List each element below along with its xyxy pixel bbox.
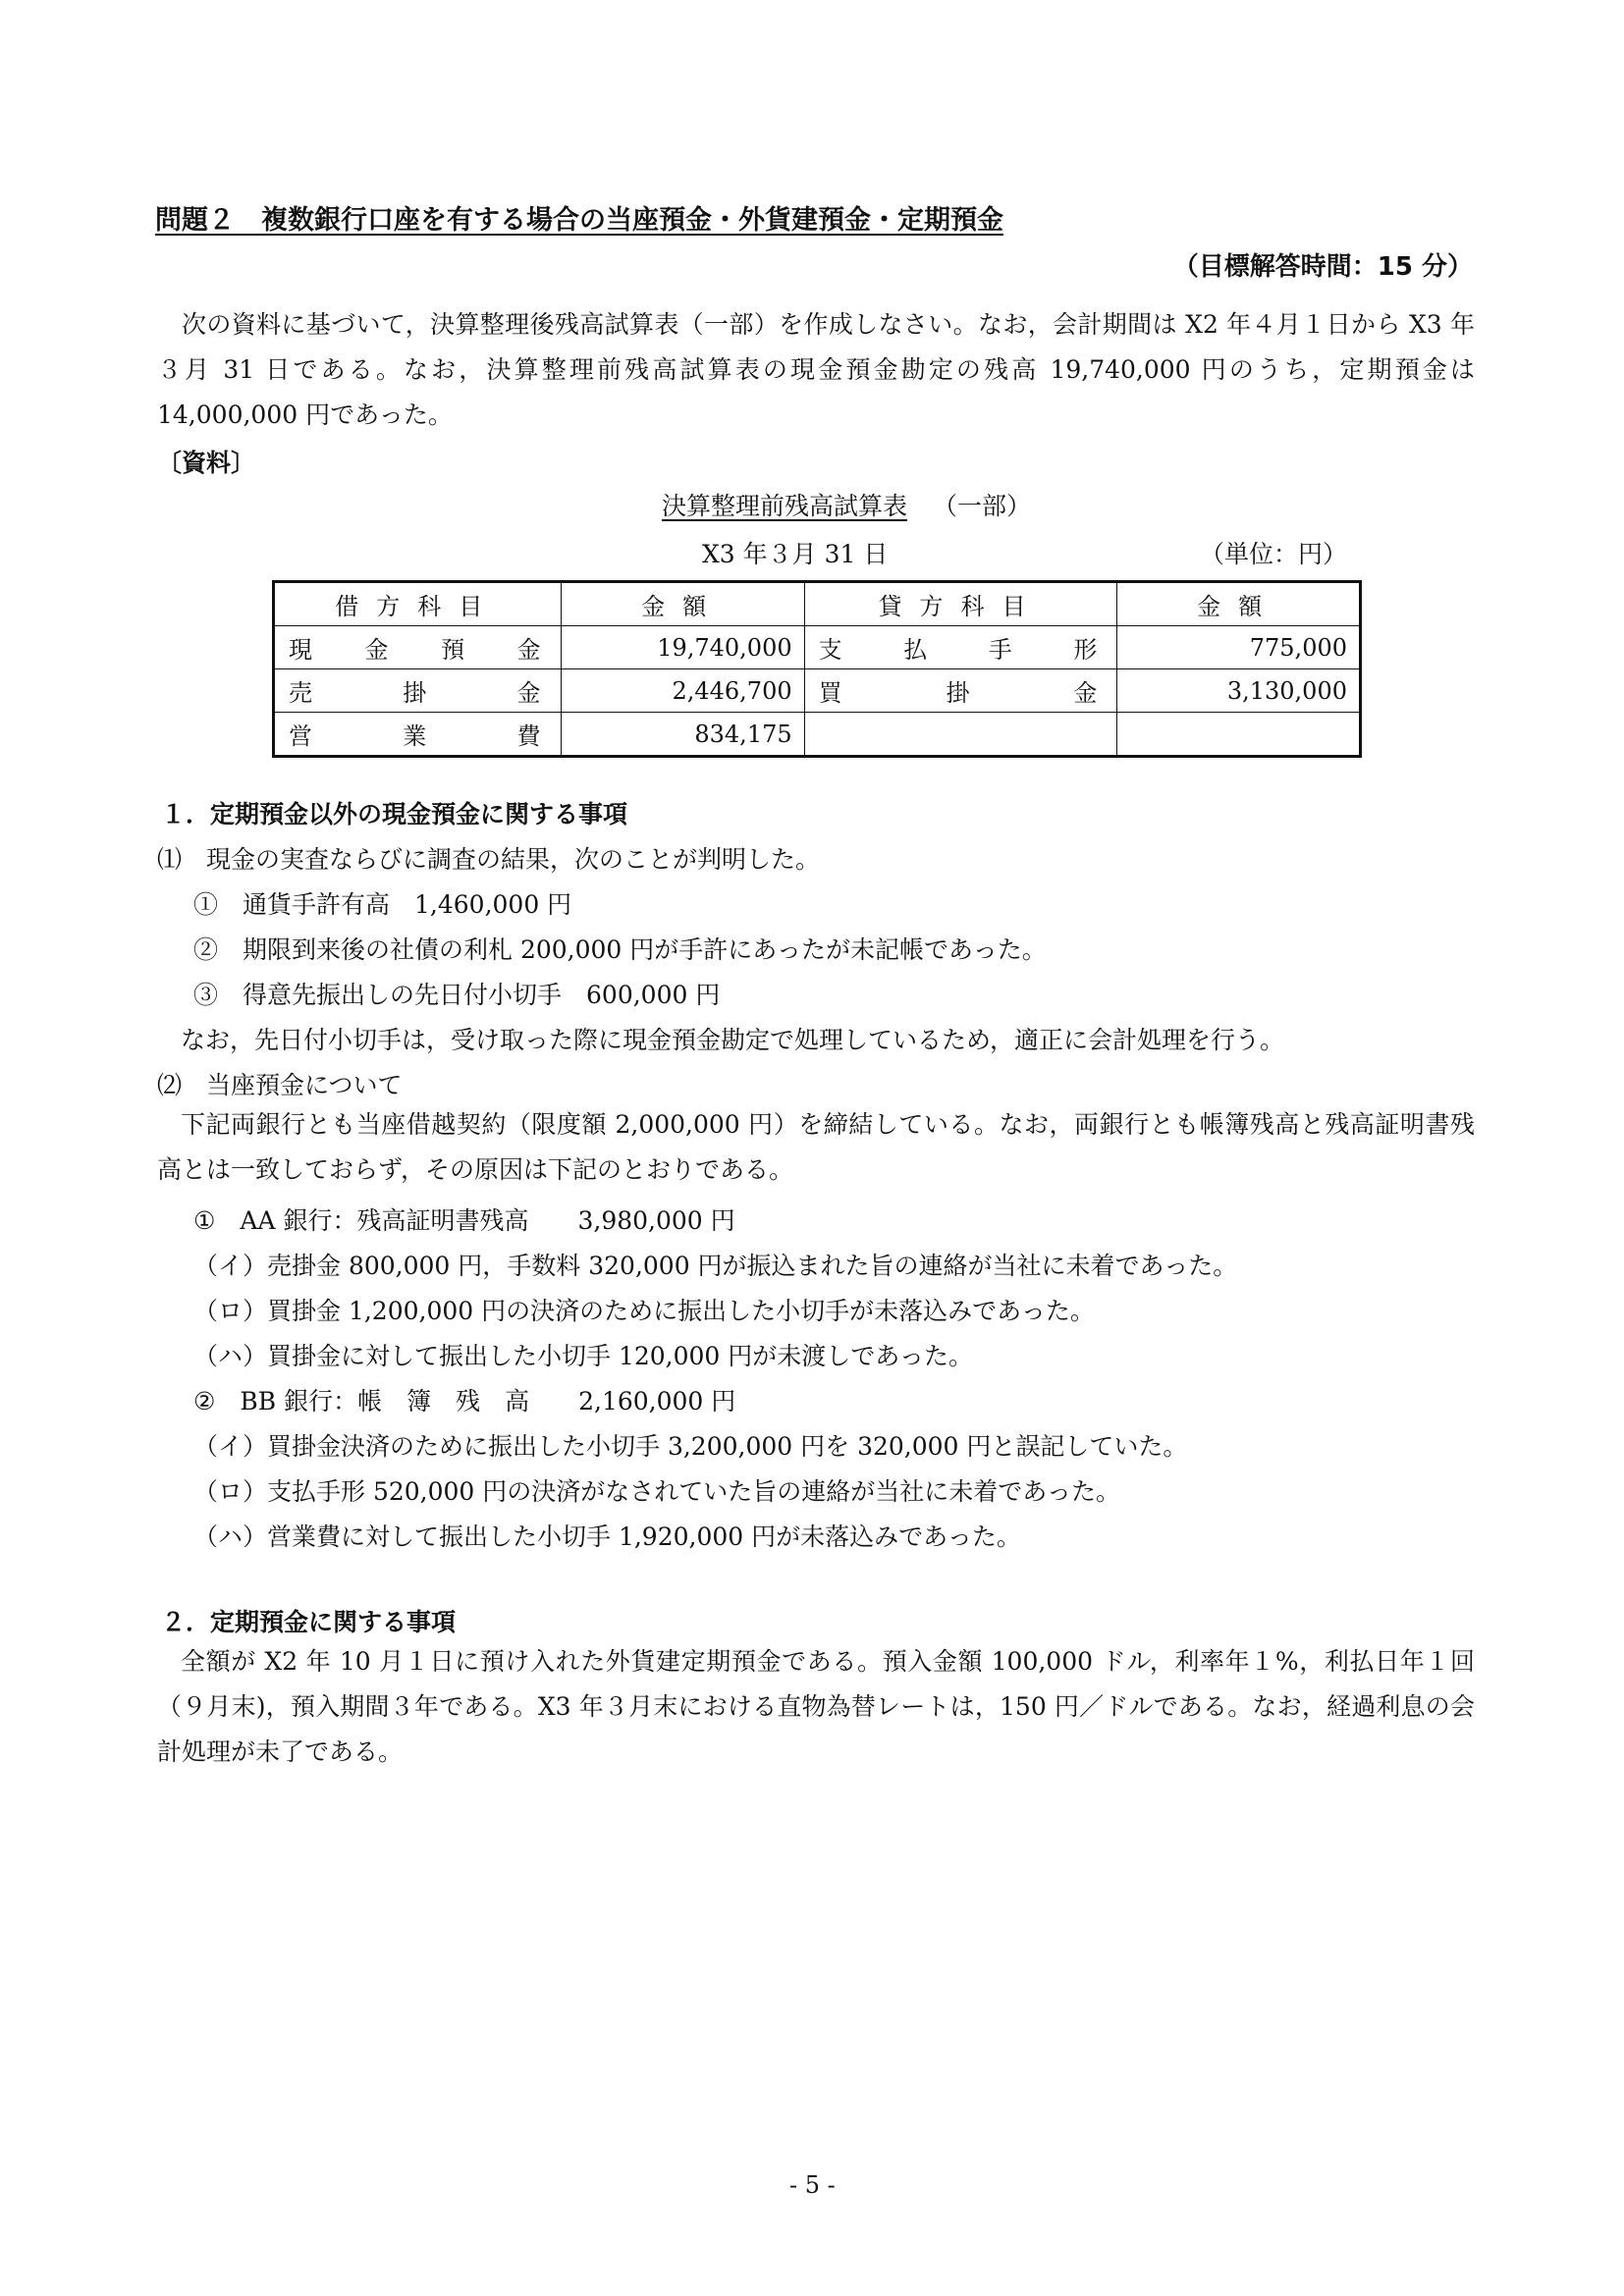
credit-amount-cell: 3,130,000 — [1117, 669, 1361, 713]
trial-balance-unit: （単位：円） — [1200, 540, 1348, 568]
bb-item: （ロ）支払手形 520,000 円の決済がなされていた旨の連絡が当社に未着であった。 — [193, 1477, 1121, 1506]
item1-note: なお，先日付小切手は，受け取った際に現金預金勘定で処理しているため，適正に会計処理を行う。 — [181, 1026, 1285, 1054]
credit-account-cell: 支払手形 — [804, 626, 1117, 669]
table-row — [274, 713, 1361, 757]
aa-item: （イ）売掛金 800,000 円，手数料 320,000 円が振込まれた旨の連絡が当社に未着であった。 — [193, 1252, 1238, 1280]
item1-line: ① 通貨手許有高 1,460,000 円 — [193, 890, 572, 919]
problem-title: 問題２ 複数銀行口座を有する場合の当座預金・外貨建預金・定期預金 — [155, 205, 1003, 236]
header-credit-amount: 金額 — [1117, 582, 1361, 626]
item2-text: 下記両銀行とも当座借越契約（限度額 2,000,000 円）を締結している。なお，両銀行とも帳簿残高と残高証明書残高とは一致しておらず，その原因は下記のとおりである。 — [157, 1110, 1475, 1184]
credit-account-cell: 買掛金 — [804, 669, 1117, 713]
bank-bb-line: ② BB 銀行：帳 簿 残 高 2,160,000 円 — [193, 1387, 736, 1415]
section2-heading: ２．定期預金に関する事項 — [161, 1608, 457, 1636]
debit-amount-cell: 2,446,700 — [561, 669, 804, 713]
table-header-row — [274, 582, 1361, 626]
header-credit-account: 貸方科目 — [804, 582, 1117, 626]
header-debit-amount: 金額 — [561, 582, 804, 626]
page-number: - 5 - — [789, 2171, 836, 2199]
bb-item: （ハ）営業費に対して振出した小切手 1,920,000 円が未落込みであった。 — [193, 1522, 1021, 1551]
target-time: （目標解答時間：15 分） — [1172, 252, 1473, 282]
aa-item: （ロ）買掛金 1,200,000 円の決済のために振出した小切手が未落込みであった。 — [193, 1297, 1095, 1325]
table-row — [274, 669, 1361, 713]
bank-aa-line: ① AA 銀行：残高証明書残高 3,980,000 円 — [193, 1206, 735, 1235]
trial-balance-date: X3 年３月 31 日 — [702, 540, 889, 568]
table-row — [274, 626, 1361, 669]
credit-amount-cell: 775,000 — [1117, 626, 1361, 669]
debit-account-cell: 営業費 — [274, 713, 562, 757]
debit-amount-cell: 834,175 — [561, 713, 804, 757]
credit-account-cell — [804, 713, 1117, 757]
section2-text: 全額が X2 年 10 月１日に預け入れた外貨建定期預金である。預入金額 100,000 ドル，利率年１%，利払日年１回（９月末)，預入期間３年である。X3 年３月末における直物為替レートは，150 円／ドルである。なお，経過利息の会計処理が未了である。 — [157, 1647, 1475, 1766]
debit-account-cell: 売掛金 — [274, 669, 562, 713]
item1-line: ③ 得意先振出しの先日付小切手 600,000 円 — [193, 981, 721, 1009]
debit-account-cell: 現金預金 — [274, 626, 562, 669]
trial-balance-title-suffix: （一部） — [933, 492, 1032, 520]
item1-label: ⑴ 現金の実査ならびに調査の結果，次のことが判明した。 — [157, 845, 821, 874]
trial-balance-title — [636, 487, 1031, 522]
item1-line: ② 期限到来後の社債の利札 200,000 円が手許にあったが未記帳であった。 — [193, 935, 1047, 964]
materials-label: 〔資料〕 — [157, 449, 256, 477]
debit-amount-cell: 19,740,000 — [561, 626, 804, 669]
item2-label: ⑵ 当座預金について — [157, 1071, 403, 1099]
section1-heading: １．定期預金以外の現金預金に関する事項 — [161, 800, 628, 828]
trial-balance-table — [272, 580, 1362, 758]
trial-balance-title-text: 決算整理前残高試算表 — [662, 492, 908, 520]
bb-item: （イ）買掛金決済のために振出した小切手 3,200,000 円を 320,000 円と誤記していた。 — [193, 1432, 1188, 1461]
intro-paragraph: 次の資料に基づいて，決算整理後残高試算表（一部）を作成しなさい。なお，会計期間は X2 年４月１日から X3 年３月 31 日である。なお，決算整理前残高試算表の現金預金勘定の残高 19,740,000 円のうち，定期預金は 14,000,000 円であった。 — [157, 310, 1475, 429]
header-debit-account: 借方科目 — [274, 582, 562, 626]
aa-item: （ハ）買掛金に対して振出した小切手 120,000 円が未渡しであった。 — [193, 1342, 974, 1370]
credit-amount-cell — [1117, 713, 1361, 757]
